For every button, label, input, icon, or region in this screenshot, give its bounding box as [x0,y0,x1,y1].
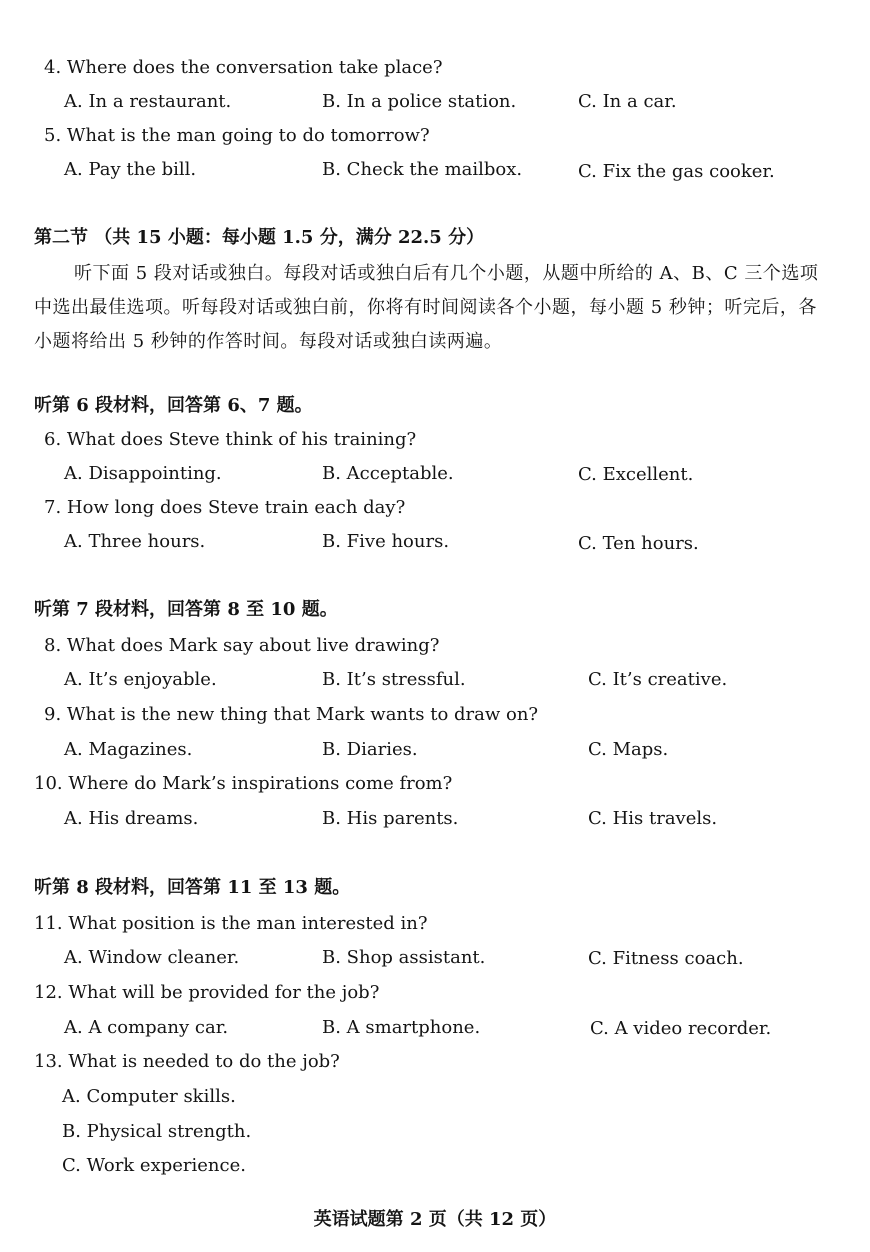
question-7-option-a: A. Three hours. [64,531,206,552]
question-12-option-a: A. A company car. [64,1017,229,1038]
part-7-heading: 听第 7 段材料，回答第 8 至 10 题。 [34,599,338,620]
question-11-text: 11. What position is the man interested in? [34,913,428,934]
question-6-option-c: C. Excellent. [578,464,694,485]
question-4-text: 4. Where does the conversation take place? [44,57,443,78]
question-12-option-c: C. A video recorder. [590,1018,772,1039]
question-7-option-c: C. Ten hours. [578,533,699,554]
question-11-option-a: A. Window cleaner. [64,947,240,968]
question-8-option-b: B. It’s stressful. [322,669,466,690]
question-12-option-b: B. A smartphone. [322,1017,481,1038]
question-9-text: 9. What is the new thing that Mark wants to draw on? [44,704,539,725]
question-4-option-a: A. In a restaurant. [64,91,232,112]
question-12-text: 12. What will be provided for the job? [34,982,380,1003]
section-2-title: 第二节 （共 15 小题：每小题 1.5 分，满分 22.5 分） [34,227,485,248]
question-10-option-a: A. His dreams. [64,808,199,829]
part-6-heading: 听第 6 段材料，回答第 6、7 题。 [34,395,313,416]
question-13-option-a: A. Computer skills. [62,1086,236,1107]
page-footer: 英语试题第 2 页（共 12 页） [313,1209,557,1230]
question-5-option-a: A. Pay the bill. [64,159,197,180]
part-8-heading: 听第 8 段材料，回答第 11 至 13 题。 [34,877,351,898]
question-5-option-c: C. Fix the gas cooker. [578,161,775,182]
question-13-text: 13. What is needed to do the job? [34,1051,340,1072]
question-4-option-c: C. In a car. [578,91,677,112]
question-11-option-b: B. Shop assistant. [322,947,486,968]
question-10-text: 10. Where do Mark’s inspirations come from? [34,773,453,794]
question-8-option-a: A. It’s enjoyable. [64,669,217,690]
question-9-option-b: B. Diaries. [322,739,418,760]
question-7-option-b: B. Five hours. [322,531,450,552]
question-5-text: 5. What is the man going to do tomorrow? [44,125,430,146]
question-6-option-a: A. Disappointing. [64,463,222,484]
question-6-text: 6. What does Steve think of his training? [44,429,417,450]
question-5-option-b: B. Check the mailbox. [322,159,523,180]
section-2-instructions: 听下面 5 段对话或独白。每段对话或独白后有几个小题，从题中所给的 A、B、C 三个选项中选出最佳选项。听每段对话或独白前，你将有时间阅读各个小题，每小题 5 秒钟；听完后，各小题将给出 5 秒钟的作答时间。每段对话或独白读两遍。 [34,263,819,352]
question-8-option-c: C. It’s creative. [588,669,728,690]
question-4-option-b: B. In a police station. [322,91,517,112]
question-13-option-c: C. Work experience. [62,1155,246,1176]
question-9-option-a: A. Magazines. [64,739,193,760]
question-11-option-c: C. Fitness coach. [588,948,744,969]
question-7-text: 7. How long does Steve train each day? [44,497,406,518]
question-13-option-b: B. Physical strength. [62,1121,252,1142]
question-6-option-b: B. Acceptable. [322,463,454,484]
question-8-text: 8. What does Mark say about live drawing? [44,635,440,656]
question-10-option-c: C. His travels. [588,808,718,829]
question-10-option-b: B. His parents. [322,808,459,829]
question-9-option-c: C. Maps. [588,739,669,760]
